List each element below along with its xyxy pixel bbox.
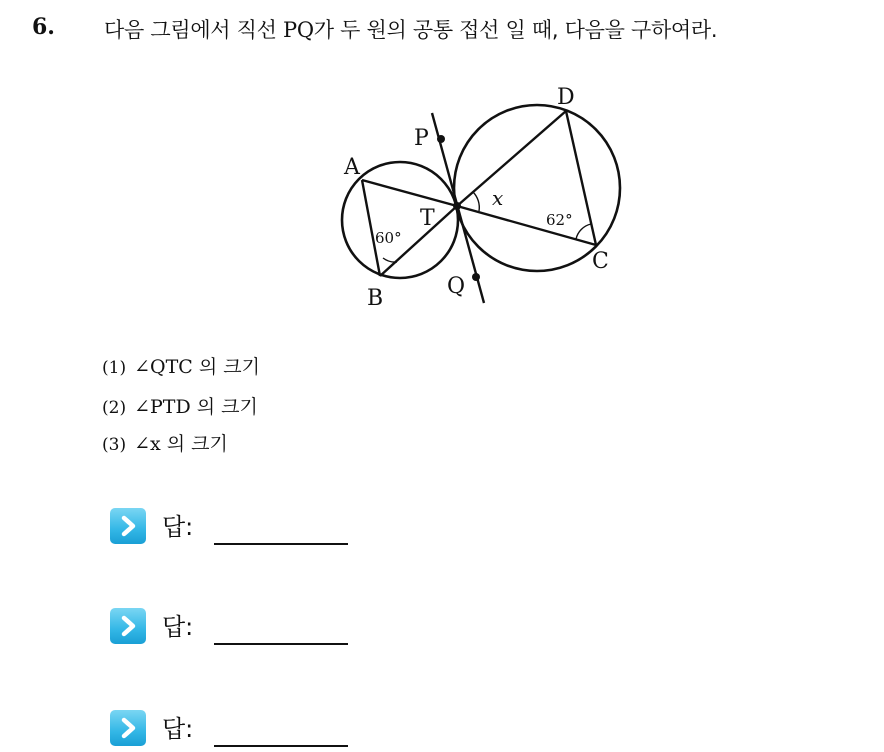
subquestion-3-suffix: 의 크기 — [160, 433, 228, 455]
two-circles-figure — [330, 80, 640, 315]
answer-label-1: 답: — [162, 513, 194, 541]
label-t: T — [420, 206, 435, 231]
point-q-dot — [472, 273, 480, 281]
subquestion-1 — [102, 352, 260, 379]
subquestion-2 — [102, 392, 258, 419]
subquestion-2-suffix: 의 크기 — [190, 396, 258, 418]
question-text-after: 가 두 원의 공통 접선 일 때, 다음을 구하여라. — [313, 18, 718, 42]
subquestion-1-suffix: 의 크기 — [192, 356, 260, 378]
question-text — [104, 14, 717, 44]
label-angle-b: 60° — [375, 229, 402, 247]
answer-blank-1[interactable] — [214, 543, 348, 545]
answer-label-2: 답: — [162, 613, 194, 641]
answer-blank-2[interactable] — [214, 643, 348, 645]
subquestion-2-angle: ∠PTD — [134, 396, 191, 418]
subquestion-3-number: (3) — [102, 435, 127, 455]
chevron-right-icon — [110, 508, 146, 544]
angle-arc-x — [473, 192, 479, 211]
point-t-dot — [453, 202, 461, 210]
segment-at — [362, 180, 457, 206]
label-b: B — [367, 286, 384, 311]
question-text-before: 다음 그림에서 직선 — [104, 18, 284, 42]
angle-arc-b — [383, 258, 397, 262]
tangent-line-name: PQ — [283, 18, 314, 42]
subquestion-1-angle: ∠QTC — [134, 356, 193, 378]
label-x: x — [492, 186, 504, 210]
subquestion-1-number: (1) — [102, 358, 127, 378]
point-p-dot — [437, 135, 445, 143]
label-angle-c: 62° — [546, 211, 573, 229]
label-q: Q — [447, 274, 466, 299]
subquestion-3-angle: ∠x — [134, 433, 161, 455]
segment-ab — [362, 180, 380, 276]
label-d: D — [557, 85, 575, 110]
subquestion-2-number: (2) — [102, 398, 127, 418]
angle-arc-c — [576, 224, 591, 239]
label-p: P — [414, 126, 429, 151]
answer-blank-3[interactable] — [214, 745, 348, 747]
answer-label-3: 답: — [162, 715, 194, 743]
question-number: 6. — [32, 14, 55, 40]
label-a: A — [344, 155, 360, 180]
label-c: C — [592, 249, 609, 274]
segment-tc — [457, 206, 596, 245]
chevron-right-icon — [110, 608, 146, 644]
subquestion-3 — [102, 429, 228, 456]
chevron-right-icon — [110, 710, 146, 746]
